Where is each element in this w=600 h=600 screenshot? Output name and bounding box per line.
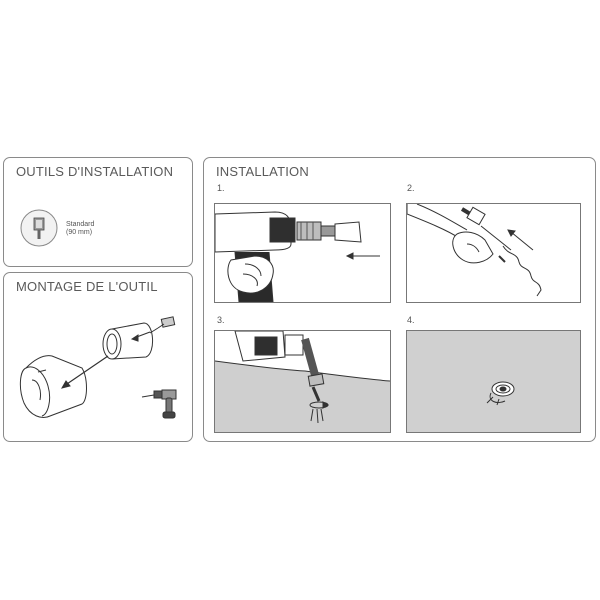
installation-panel-title: INSTALLATION bbox=[216, 164, 309, 179]
tool-label-line2: (90 mm) bbox=[66, 229, 93, 236]
cup-icon bbox=[103, 323, 153, 359]
step-1-box bbox=[214, 203, 391, 303]
step-4-box bbox=[406, 330, 581, 433]
hand-insert-wire-icon bbox=[407, 204, 580, 302]
step-3-label: 3. bbox=[217, 315, 225, 325]
drill-into-surface-icon bbox=[215, 331, 390, 432]
installation-panel bbox=[203, 157, 596, 442]
assembly-panel bbox=[3, 272, 193, 442]
step-2-label: 2. bbox=[407, 183, 415, 193]
assembly-panel-title: MONTAGE DE L'OUTIL bbox=[16, 279, 158, 294]
mini-drill-icon bbox=[142, 390, 176, 418]
step-3-box bbox=[214, 330, 391, 433]
standard-tool-label bbox=[66, 221, 94, 237]
step-4-label: 4. bbox=[407, 315, 415, 325]
step-1-label: 1. bbox=[217, 183, 225, 193]
assembly-illustration bbox=[12, 308, 187, 438]
drill-attach-bit-icon bbox=[215, 204, 390, 302]
tools-panel bbox=[3, 157, 193, 267]
sleeve-icon bbox=[20, 356, 86, 418]
standard-tool-icon bbox=[19, 208, 59, 253]
bit-icon bbox=[150, 317, 175, 333]
step-2-box bbox=[406, 203, 581, 303]
tools-panel-title: OUTILS D'INSTALLATION bbox=[16, 164, 174, 179]
tool-label-line1: Standard bbox=[66, 221, 95, 228]
finished-coil-in-surface-icon bbox=[407, 331, 580, 432]
